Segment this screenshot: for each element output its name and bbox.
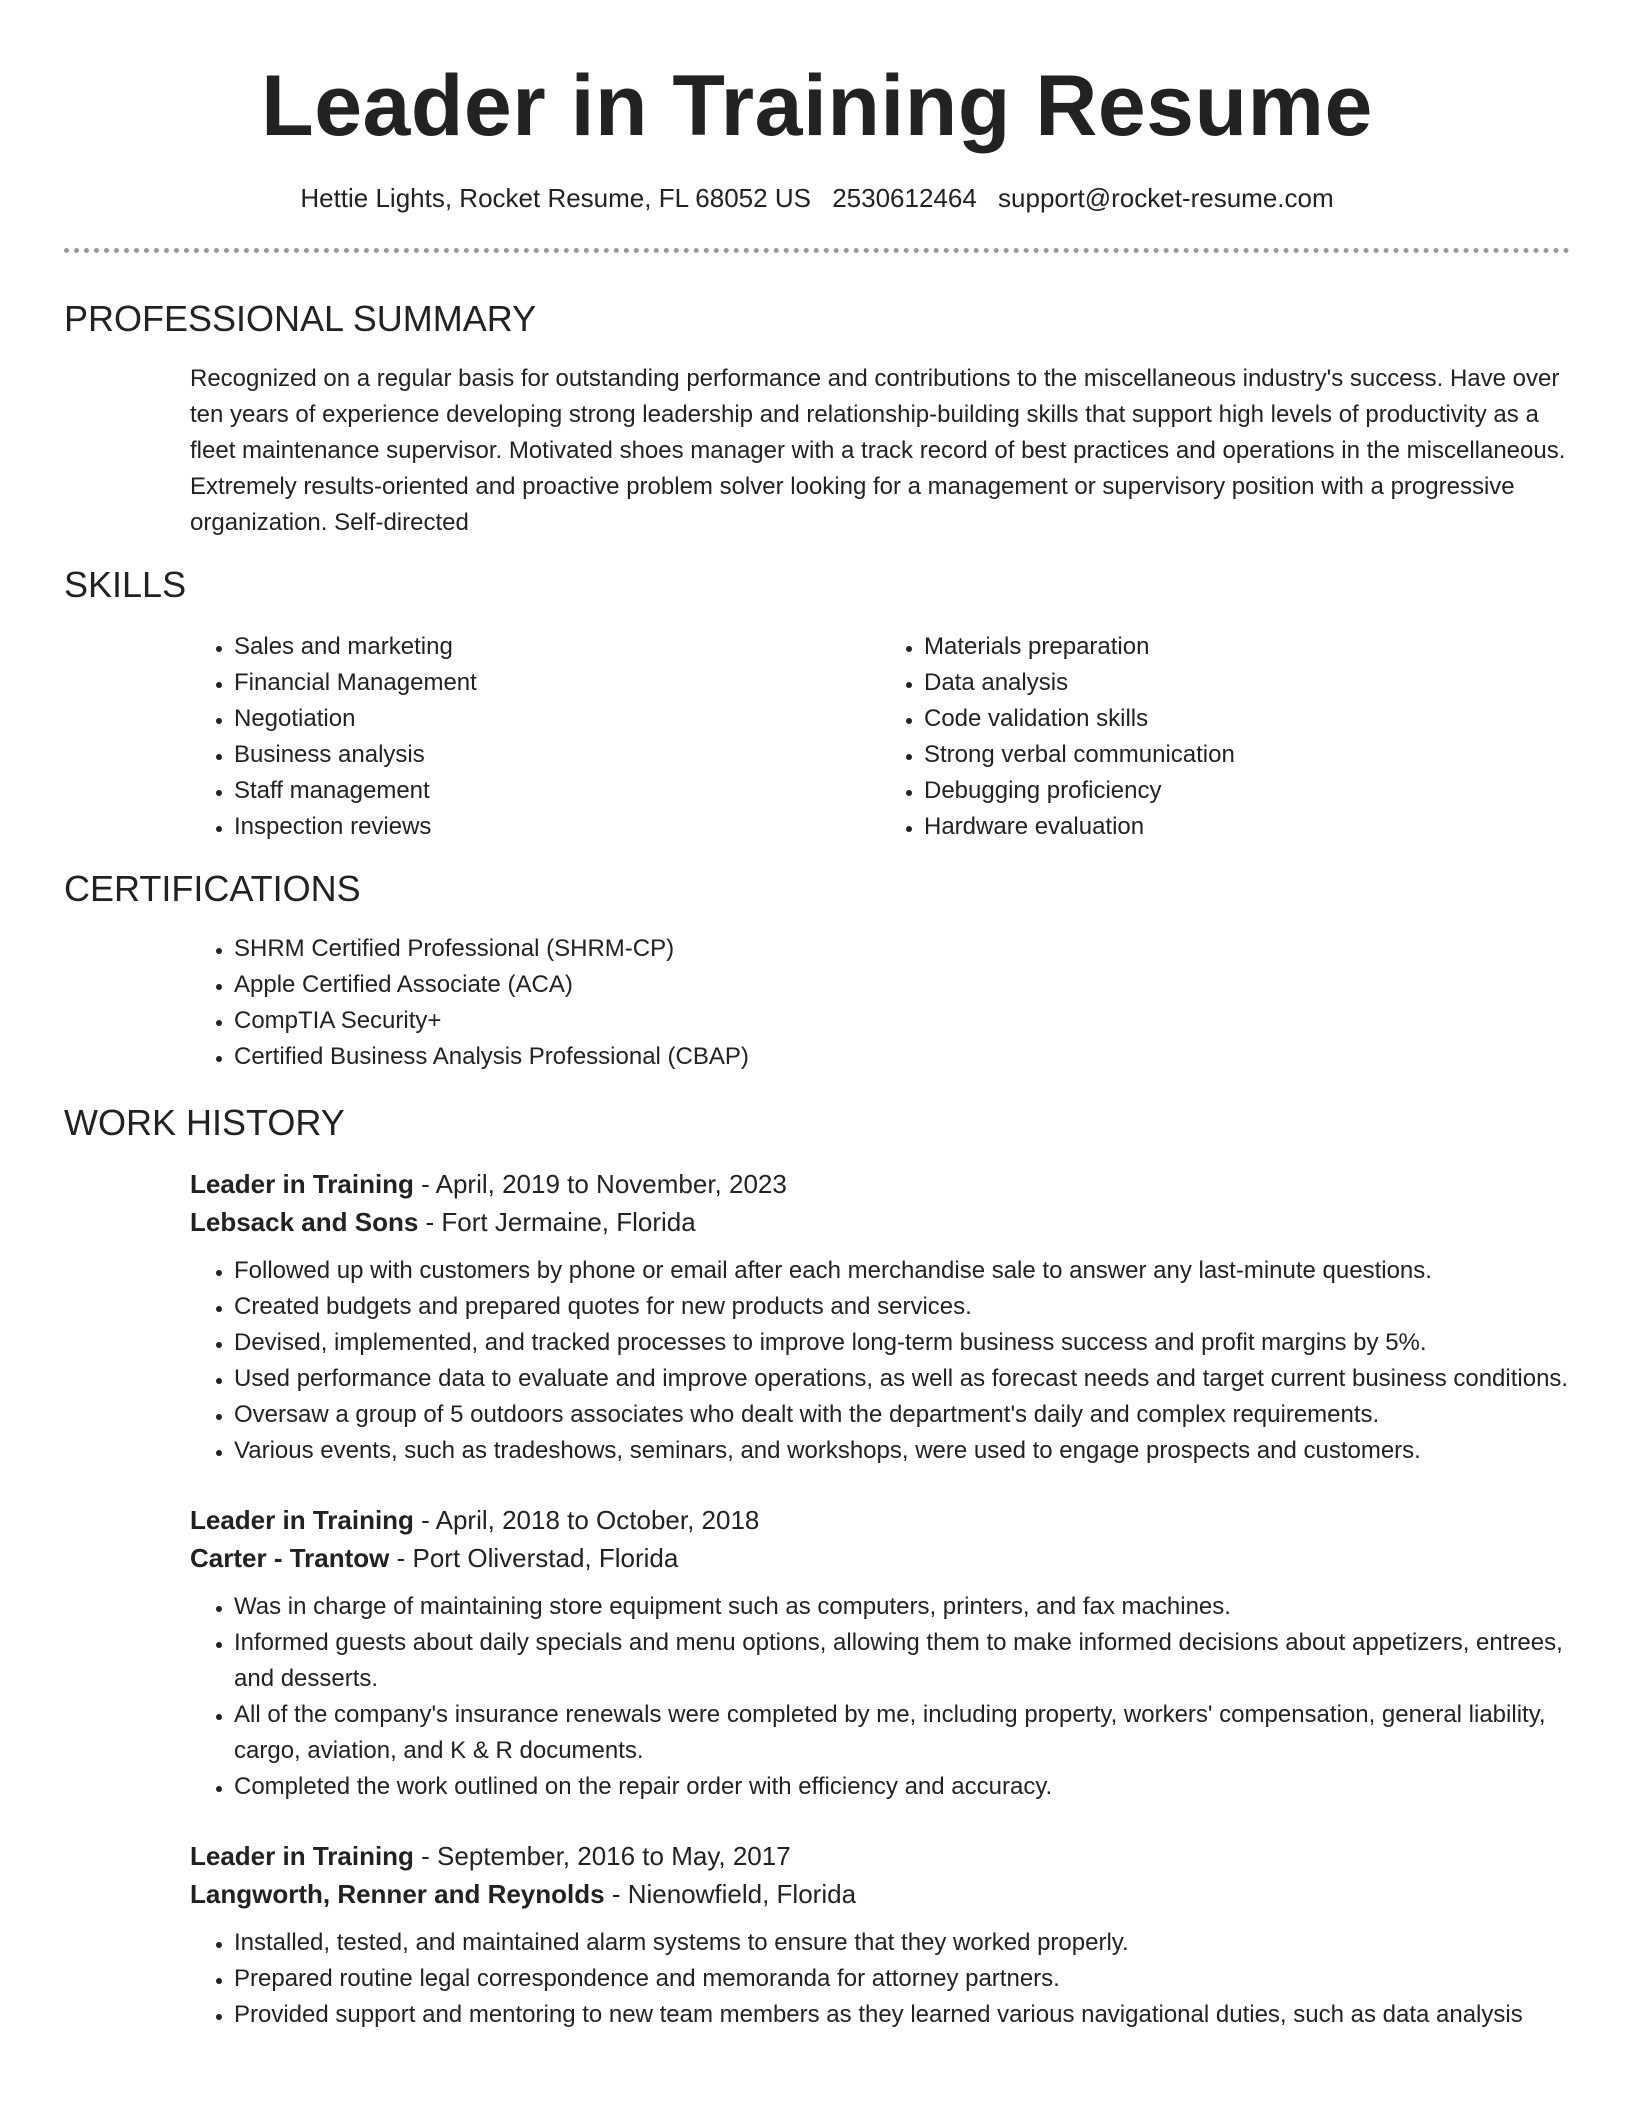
contact-line <box>64 182 1570 214</box>
resume-page <box>64 0 1570 2033</box>
job-dates: - September, 2016 to May, 2017 <box>413 1841 791 1871</box>
job-bullets <box>190 1925 1570 2033</box>
job-title: Leader in Training <box>190 1505 414 1535</box>
job-company: Carter - Trantow <box>190 1543 390 1573</box>
skill-item: • Business analysis <box>234 737 880 773</box>
certification-item: • SHRM Certified Professional (SHRM-CP) <box>234 931 1570 967</box>
job-bullet: • Devised, implemented, and tracked processes to improve long-term business success and profit margins by 5%. <box>234 1325 1570 1361</box>
summary-heading: PROFESSIONAL SUMMARY <box>64 298 537 339</box>
skill-item: • Data analysis <box>924 665 1570 701</box>
job-bullets <box>190 1589 1570 1805</box>
skill-item: • Hardware evaluation <box>924 809 1570 845</box>
work-history-heading: WORK HISTORY <box>64 1102 345 1143</box>
job-bullet: • Completed the work outlined on the repair order with efficiency and accuracy. <box>234 1769 1570 1805</box>
job-bullet: • Informed guests about daily specials and menu options, allowing them to make informed decisions about appetizers, entrees, and desserts. <box>234 1625 1570 1697</box>
job-title: Leader in Training <box>190 1169 414 1199</box>
skills-heading: SKILLS <box>64 564 187 605</box>
job-location: - Nienowfield, Florida <box>604 1879 857 1909</box>
contact-phone: 2530612464 <box>832 183 977 213</box>
resume-title: Leader in Training Resume <box>261 58 1373 154</box>
skills-list-right <box>880 629 1570 845</box>
job-bullet: • Prepared routine legal correspondence and memoranda for attorney partners. <box>234 1961 1570 1997</box>
contact-email: support@rocket-resume.com <box>998 183 1334 213</box>
job-title-line <box>190 1837 1570 1875</box>
skill-item: • Debugging proficiency <box>924 773 1570 809</box>
job-bullet: • Was in charge of maintaining store equipment such as computers, printers, and fax machines. <box>234 1589 1570 1625</box>
skill-item: • Strong verbal communication <box>924 737 1570 773</box>
job-company-line <box>190 1875 1570 1913</box>
job-company-line <box>190 1203 1570 1241</box>
certification-item: • Certified Business Analysis Professional (CBAP) <box>234 1039 1570 1075</box>
job-bullet: • All of the company's insurance renewals were completed by me, including property, workers' compensation, general liability, cargo, aviation, and K & R documents. <box>234 1697 1570 1769</box>
certifications-body <box>190 931 1570 1075</box>
job-bullet: • Installed, tested, and maintained alarm systems to ensure that they worked properly. <box>234 1925 1570 1961</box>
job-dates: - April, 2019 to November, 2023 <box>413 1169 787 1199</box>
summary-body <box>190 361 1570 541</box>
job-bullets <box>190 1253 1570 1469</box>
certification-item: • CompTIA Security+ <box>234 1003 1570 1039</box>
skill-item: • Staff management <box>234 773 880 809</box>
summary-section <box>64 297 1570 541</box>
job-bullet: • Created budgets and prepared quotes for new products and services. <box>234 1289 1570 1325</box>
job-bullet: • Various events, such as tradeshows, seminars, and workshops, were used to engage prospects and customers. <box>234 1433 1570 1469</box>
job-bullet: • Followed up with customers by phone or email after each merchandise sale to answer any last-minute questions. <box>234 1253 1570 1289</box>
job-title-line <box>190 1501 1570 1539</box>
job-company: Lebsack and Sons <box>190 1207 419 1237</box>
skills-grid <box>190 629 1570 845</box>
skill-item: • Negotiation <box>234 701 880 737</box>
job-bullet: • Used performance data to evaluate and improve operations, as well as forecast needs and target current business conditions. <box>234 1361 1570 1397</box>
work-history-section <box>64 1101 1570 2033</box>
job-title-line <box>190 1165 1570 1203</box>
certifications-section <box>64 867 1570 1075</box>
skill-item: • Sales and marketing <box>234 629 880 665</box>
skill-item: • Inspection reviews <box>234 809 880 845</box>
certification-item: • Apple Certified Associate (ACA) <box>234 967 1570 1003</box>
job-entry <box>190 1165 1570 1469</box>
skills-section <box>64 563 1570 845</box>
certifications-heading: CERTIFICATIONS <box>64 868 361 909</box>
skill-item: • Code validation skills <box>924 701 1570 737</box>
job-bullet: • Oversaw a group of 5 outdoors associates who dealt with the department's daily and complex requirements. <box>234 1397 1570 1433</box>
skill-item: • Materials preparation <box>924 629 1570 665</box>
job-location: - Fort Jermaine, Florida <box>418 1207 696 1237</box>
skill-item: • Financial Management <box>234 665 880 701</box>
job-company: Langworth, Renner and Reynolds <box>190 1879 605 1909</box>
job-location: - Port Oliverstad, Florida <box>389 1543 679 1573</box>
header-divider <box>64 248 1570 253</box>
job-title: Leader in Training <box>190 1841 414 1871</box>
skills-list-left <box>190 629 880 845</box>
job-company-line <box>190 1539 1570 1577</box>
job-bullet: • Provided support and mentoring to new team members as they learned various navigational duties, such as data analysis <box>234 1997 1570 2033</box>
certifications-list <box>190 931 1570 1075</box>
contact-address: Hettie Lights, Rocket Resume, FL 68052 US <box>300 183 811 213</box>
job-dates: - April, 2018 to October, 2018 <box>413 1505 760 1535</box>
job-entry <box>190 1837 1570 2033</box>
summary-text: Recognized on a regular basis for outstanding performance and contributions to the miscellaneous industry's success. Have over ten years of experience developing strong leadership and relationship-building skills that support high levels of productivity as a fleet maintenance supervisor. Motivated shoes manager with a track record of best practices and operations in the miscellaneous. Extremely results-oriented and proactive problem solver looking for a management or supervisory position with a progressive organization. Self-directed <box>190 365 1566 536</box>
job-entry <box>190 1501 1570 1805</box>
